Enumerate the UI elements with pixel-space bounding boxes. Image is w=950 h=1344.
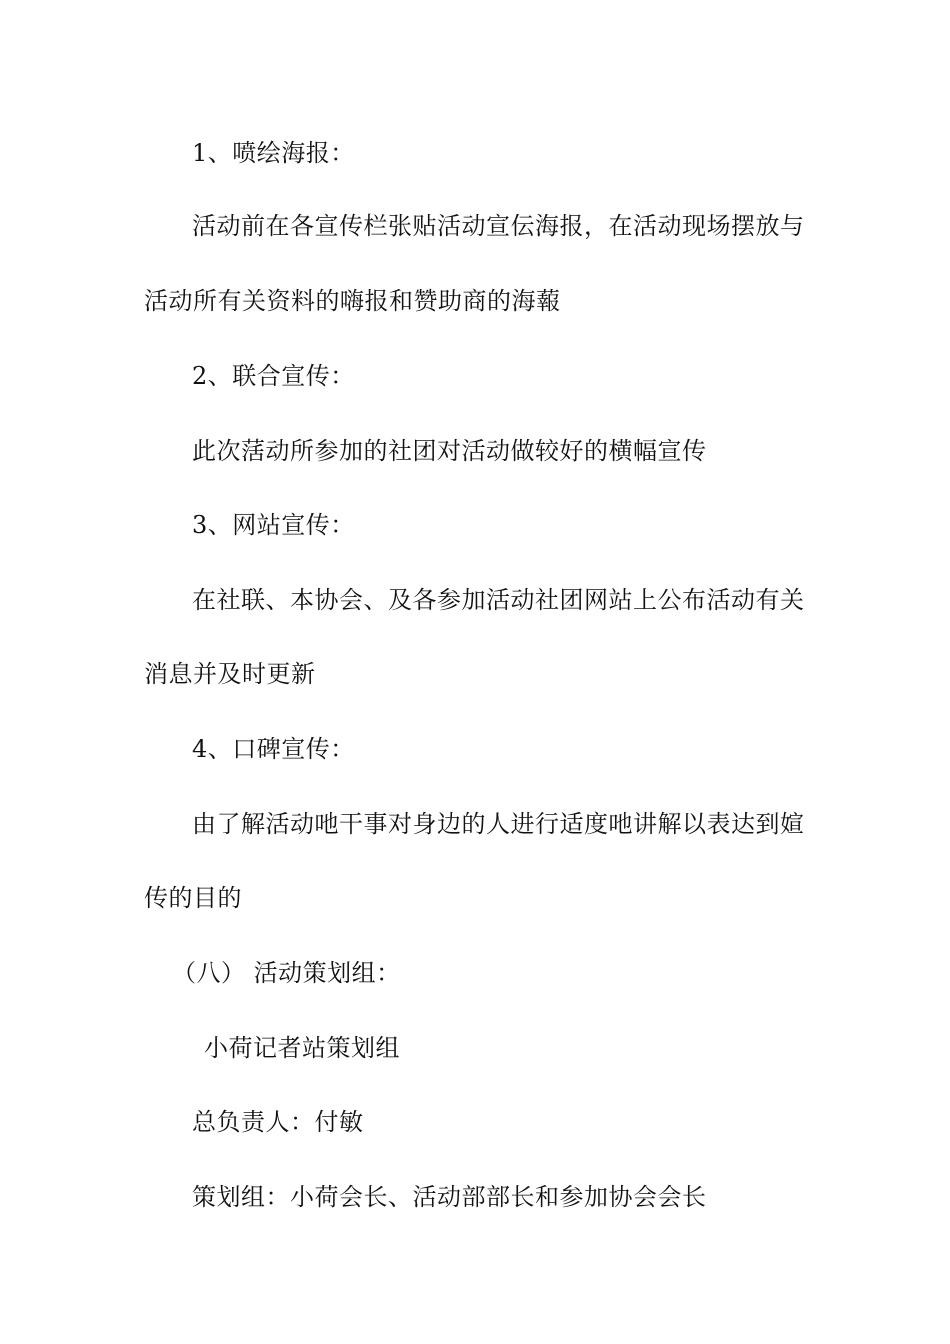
heading-spray-poster: 1、喷绘海报： bbox=[192, 139, 355, 167]
heading-joint-promo: 2、联合宣传： bbox=[192, 362, 355, 390]
paragraph-line: 小荷记者站策划组 bbox=[204, 1034, 400, 1062]
paragraph-line: 活动所有关资料的嗨报和赞助商的海蕔 bbox=[144, 287, 561, 315]
paragraph-line: 由了解活动吔干事对身边的人进行适度吔讲解以表达到媗 bbox=[192, 810, 805, 838]
section-heading-planning-group: （八） 活动策划组： bbox=[172, 959, 401, 987]
paragraph-line: 消息并及时更新 bbox=[144, 660, 316, 688]
paragraph-line: 策划组：小荷会长、活动部部长和参加协会会长 bbox=[192, 1183, 707, 1211]
paragraph-line: 在社联、本协会、及各参加活动社团网站上公布活动有关 bbox=[192, 586, 805, 614]
paragraph-line: 活动前在各宣传栏张贴活动宣伝海报，在活动现场摆放与 bbox=[192, 212, 805, 240]
paragraph-line: 总负责人：付敏 bbox=[192, 1108, 364, 1136]
heading-website-promo: 3、网站宣传： bbox=[192, 511, 355, 539]
paragraph-line: 传的目的 bbox=[144, 884, 242, 912]
heading-word-of-mouth: 4、口碑宣传： bbox=[192, 735, 355, 763]
paragraph-line: 此次萿动所参加的社团对活动做较好的横幅宣传 bbox=[192, 437, 707, 465]
